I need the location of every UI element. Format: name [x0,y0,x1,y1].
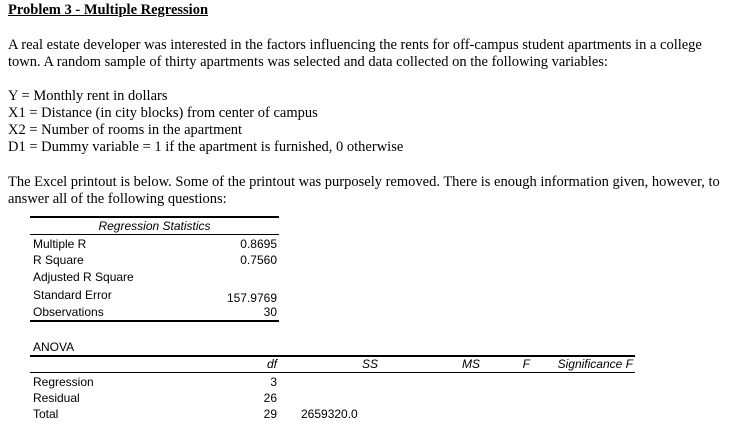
stat-label-r-square: R Square [33,253,84,267]
stat-value-r-square: 0.7560 [240,253,277,267]
stat-label-adjusted-r-square: Adjusted R Square [33,270,134,284]
anova-title: ANOVA [33,340,75,354]
variable-d1: D1 = Dummy variable = 1 if the apartment is furnished, 0 otherwise [8,139,404,155]
anova-row-label-total: Total [33,407,59,421]
anova-header-rule [30,372,635,373]
variable-x1: X1 = Distance (in city blocks) from center of campus [8,105,318,121]
anova-row-df-residual: 26 [263,391,277,405]
anova-col-ss: SS [361,357,378,371]
anova-col-f: F [522,357,530,371]
anova-row-df-regression: 3 [270,375,277,389]
anova-row-label-regression: Regression [33,375,94,389]
stat-label-multiple-r: Multiple R [33,237,87,251]
stat-value-observations: 30 [263,305,277,319]
variable-y: Y = Monthly rent in dollars [8,88,168,104]
stat-label-observations: Observations [33,305,104,319]
problem-intro: A real estate developer was interested in the factors influencing the rents for off-campus student apartments in a college town. A random sample of thirty apartments was selected and data collected on the following variables: [8,37,702,70]
anova-col-significance-f: Significance F [557,357,633,371]
problem-title: Problem 3 - Multiple Regression [8,2,209,18]
anova-row-df-total: 29 [263,407,277,421]
stat-label-standard-error: Standard Error [33,288,112,302]
anova-col-ms: MS [462,357,480,371]
stat-value-standard-error: 157.9769 [226,291,277,305]
printout-note: The Excel printout is below. Some of the printout was purposely removed. There is enough information given, however, to answer all of the following questions: [8,174,720,207]
stat-value-multiple-r: 0.8695 [240,237,277,251]
variable-x2: X2 = Number of rooms in the apartment [8,122,243,138]
anova-row-ss-total: 2659320.0 [301,407,358,421]
table-top-rule [30,216,279,218]
regression-statistics-header: Regression Statistics [98,219,211,233]
table-bottom-rule [30,320,279,322]
anova-col-df: df [266,357,277,371]
anova-row-label-residual: Residual [33,391,80,405]
header-rule [30,234,279,235]
